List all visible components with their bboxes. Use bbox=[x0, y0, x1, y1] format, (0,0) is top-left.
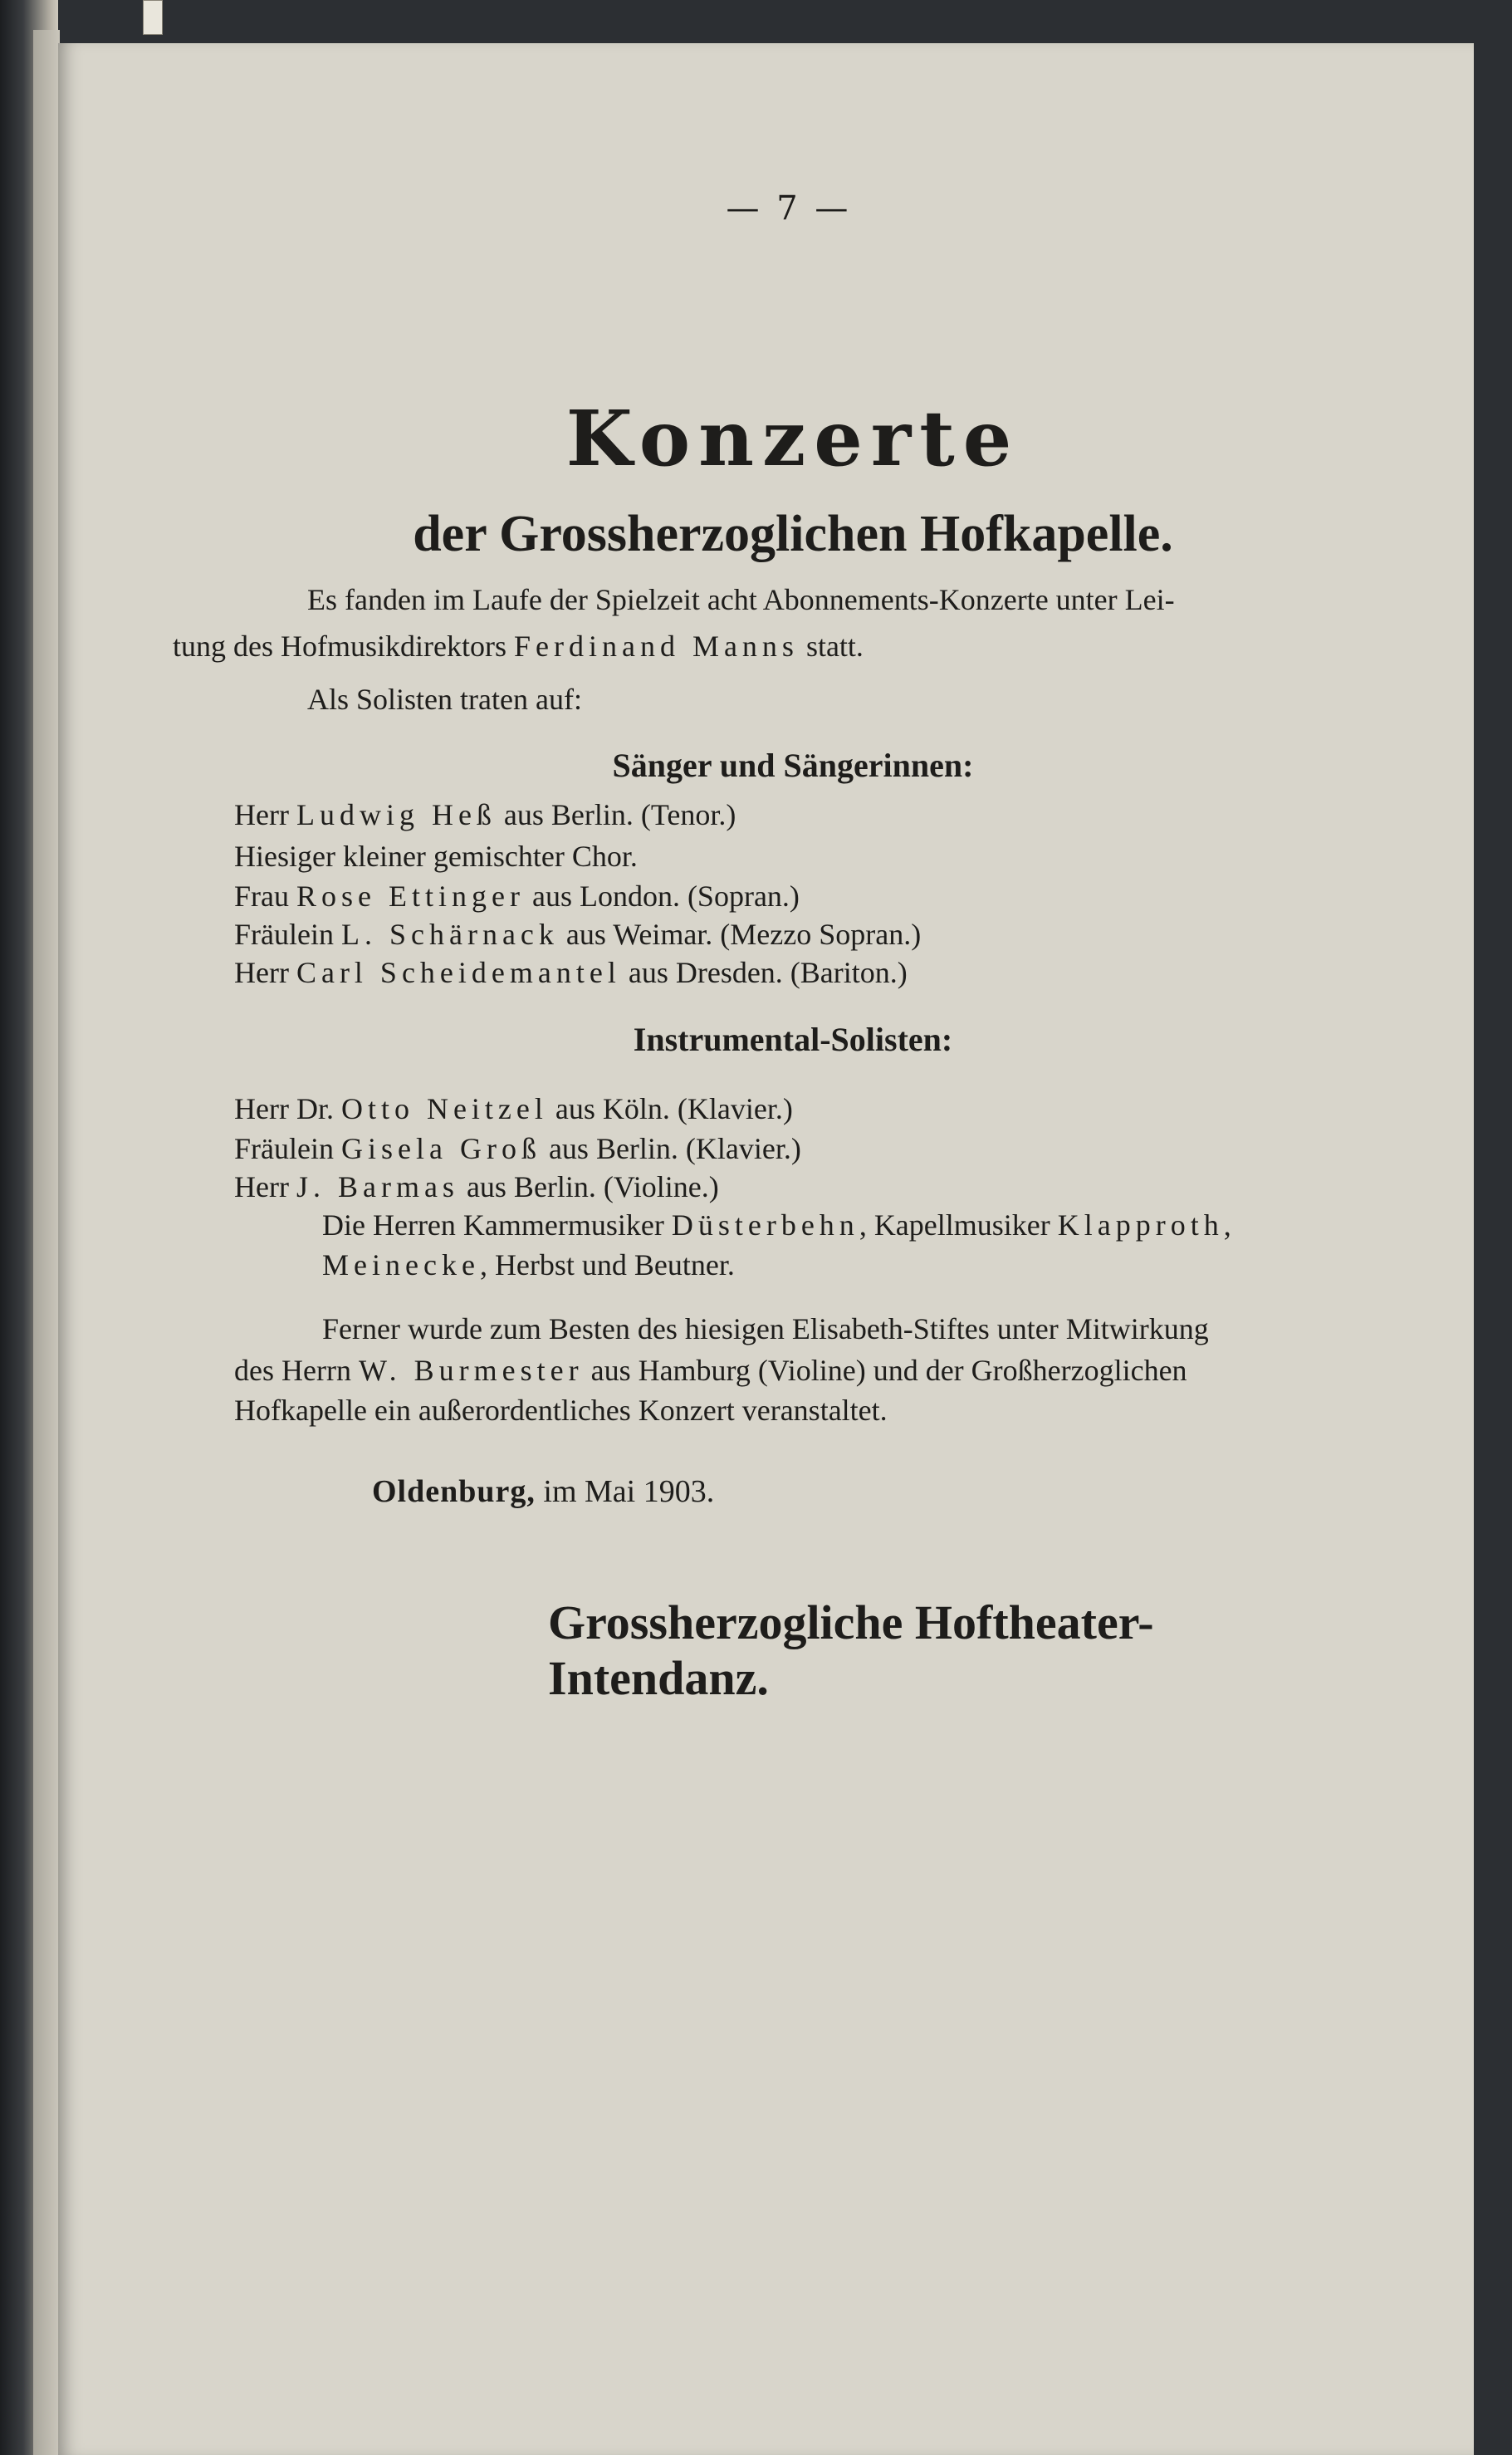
entry-rest: aus Berlin. (Klavier.) bbox=[548, 1132, 801, 1165]
entry-name: Klapproth, bbox=[1057, 1208, 1236, 1242]
ensemble-line-2 bbox=[322, 1247, 735, 1282]
closing-place: Oldenburg, bbox=[372, 1474, 536, 1509]
entry-rest: aus Berlin. (Violine.) bbox=[466, 1170, 719, 1203]
intro-line-2-prefix: tung des Hofmusikdirektors bbox=[173, 630, 506, 663]
extra-line-3: Hofkapelle ein außerordentliches Konzert veranstaltet. bbox=[234, 1394, 888, 1427]
entry-rest: , Herbst und Beutner. bbox=[479, 1248, 735, 1281]
page-subtitle: der Grossherzoglichen Hofkapelle. bbox=[413, 506, 1173, 562]
entry-prefix: Herr bbox=[234, 1170, 289, 1203]
entry-rest: aus Dresden. (Bariton.) bbox=[628, 956, 908, 989]
entry-prefix: Herr Dr. bbox=[234, 1092, 334, 1125]
entry-rest: aus Köln. (Klavier.) bbox=[555, 1092, 793, 1125]
page-title: Konzerte bbox=[565, 394, 1020, 483]
entry-prefix: Herr bbox=[234, 956, 289, 989]
closing-dateline bbox=[372, 1473, 714, 1510]
spine-tab bbox=[143, 0, 163, 35]
instrumentalist-entry bbox=[234, 1131, 801, 1166]
entry-rest: aus Weimar. (Mezzo Sopran.) bbox=[565, 918, 922, 951]
entry-name: Rose Ettinger bbox=[296, 880, 525, 913]
entry-name: W. Burmester bbox=[358, 1354, 584, 1387]
entry-prefix: Fräulein bbox=[234, 1132, 334, 1165]
entry-name: Ludwig Heß bbox=[296, 798, 497, 831]
singer-entry bbox=[234, 797, 736, 832]
entry-prefix: Herr bbox=[234, 798, 289, 831]
entry-name: Gisela Groß bbox=[340, 1132, 541, 1165]
singers-heading: Sänger und Sängerinnen: bbox=[612, 747, 974, 784]
intro-line-2 bbox=[173, 623, 864, 669]
singer-entry bbox=[234, 879, 800, 914]
entry-prefix: Die Herren Kammermusiker bbox=[322, 1208, 664, 1242]
closing-date: im Mai 1903. bbox=[543, 1474, 715, 1509]
intro-line-2-suffix: statt. bbox=[805, 630, 864, 663]
entry-rest: , Kapellmusiker bbox=[859, 1208, 1050, 1242]
entry-name: J. Barmas bbox=[296, 1170, 459, 1203]
entry-rest: aus Berlin. (Tenor.) bbox=[503, 798, 736, 831]
entry-prefix: Hiesiger kleiner gemischter Chor. bbox=[234, 840, 638, 873]
ensemble-line-1 bbox=[322, 1208, 1236, 1242]
entry-name: L. Schärnack bbox=[340, 918, 559, 951]
singer-entry bbox=[234, 955, 908, 990]
entry-rest: aus London. (Sopran.) bbox=[531, 880, 800, 913]
entry-rest: aus Hamburg (Violine) und der Großherzoglichen bbox=[590, 1354, 1187, 1387]
intro-line-3: Als Solisten traten auf: bbox=[307, 683, 582, 716]
previous-page-edge bbox=[33, 30, 60, 2455]
entry-name: Meinecke bbox=[322, 1248, 480, 1281]
entry-prefix: Frau bbox=[234, 880, 289, 913]
instrumentalist-entry bbox=[234, 1091, 793, 1126]
entry-name: Carl Scheidemantel bbox=[296, 956, 621, 989]
conductor-name: Ferdinand Manns bbox=[513, 630, 799, 663]
entry-prefix: des Herrn bbox=[234, 1354, 351, 1387]
document-page bbox=[58, 43, 1474, 2455]
page-number: — 7 — bbox=[726, 189, 852, 228]
entry-name: Otto Neitzel bbox=[340, 1092, 548, 1125]
instrumentalist-entry bbox=[234, 1169, 719, 1204]
extra-line-1: Ferner wurde zum Besten des hiesigen Elisabeth-Stiftes unter Mitwirkung bbox=[322, 1312, 1209, 1345]
instrumentalists-heading: Instrumental-Solisten: bbox=[633, 1021, 953, 1058]
singer-entry bbox=[234, 839, 638, 874]
entry-prefix: Fräulein bbox=[234, 918, 334, 951]
intro-line-1: Es fanden im Laufe der Spielzeit acht Abonnements-Konzerte unter Lei- bbox=[307, 583, 1175, 616]
signature: Grossherzogliche Hoftheater-Intendanz. bbox=[548, 1595, 1154, 1705]
entry-name: Düsterbehn bbox=[671, 1208, 859, 1242]
singer-entry bbox=[234, 917, 921, 952]
